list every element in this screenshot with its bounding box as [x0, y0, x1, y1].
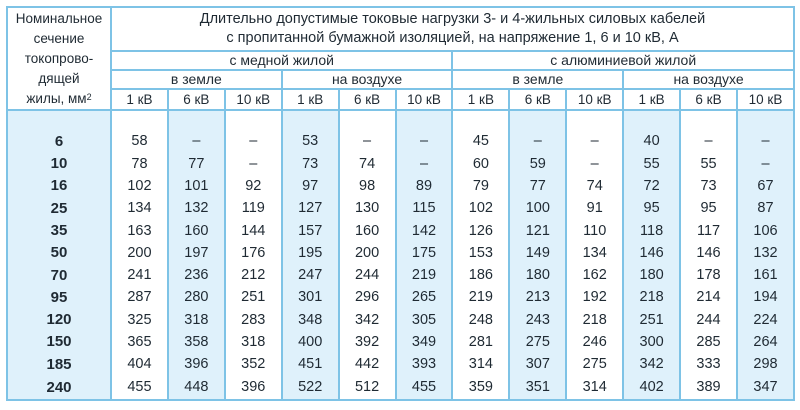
voltage-header: 1 кВ: [282, 89, 339, 110]
table-row: [7, 130, 794, 152]
current-value-cell: 314: [566, 375, 623, 400]
current-value-cell: –: [168, 130, 225, 152]
current-value-cell: 180: [623, 264, 680, 286]
current-value-cell: –: [225, 152, 282, 174]
current-value-cell: 241: [111, 264, 168, 286]
voltage-header: 6 кВ: [680, 89, 737, 110]
current-value-cell: 365: [111, 331, 168, 353]
current-value-cell: 118: [623, 219, 680, 241]
current-value-cell: 74: [339, 152, 396, 174]
row-header-line: Номинальное: [15, 10, 103, 26]
table-row: [7, 219, 794, 241]
current-value-cell: 157: [282, 219, 339, 241]
current-value-cell: 275: [566, 353, 623, 375]
current-value-cell: 342: [339, 309, 396, 331]
current-value-cell: 307: [509, 353, 566, 375]
copper-ground-header: в земле: [111, 70, 282, 89]
current-value-cell: 192: [566, 286, 623, 308]
current-value-cell: –: [737, 152, 794, 174]
current-value-cell: 285: [680, 331, 737, 353]
row-header-line: жилы, мм: [26, 90, 87, 106]
table-body: [7, 110, 794, 400]
aluminum-ground-header: в земле: [452, 70, 623, 89]
current-value-cell: 55: [680, 152, 737, 174]
current-value-cell: 358: [168, 331, 225, 353]
table-title: [111, 7, 794, 51]
current-value-cell: 194: [737, 286, 794, 308]
current-value-cell: 132: [737, 242, 794, 264]
current-value-cell: 218: [623, 286, 680, 308]
current-value-cell: 251: [623, 309, 680, 331]
current-value-cell: 97: [282, 175, 339, 197]
current-value-cell: 251: [225, 286, 282, 308]
current-value-cell: 102: [111, 175, 168, 197]
row-header-line: токопрово-: [24, 50, 94, 66]
current-value-cell: –: [566, 130, 623, 152]
current-value-cell: 243: [509, 309, 566, 331]
current-value-cell: 176: [225, 242, 282, 264]
current-value-cell: 117: [680, 219, 737, 241]
unit-superscript: 2: [86, 91, 92, 102]
current-value-cell: 153: [452, 242, 509, 264]
voltage-header: 6 кВ: [339, 89, 396, 110]
current-value-cell: 134: [566, 242, 623, 264]
current-value-cell: 247: [282, 264, 339, 286]
current-value-cell: 265: [396, 286, 453, 308]
table-row: [7, 152, 794, 174]
current-value-cell: –: [509, 130, 566, 152]
table-row: [7, 286, 794, 308]
aluminum-air-header: на воздухе: [623, 70, 794, 89]
table-row: [7, 309, 794, 331]
current-value-cell: 106: [737, 219, 794, 241]
current-value-cell: 132: [168, 197, 225, 219]
current-value-cell: 126: [452, 219, 509, 241]
current-value-cell: 67: [737, 175, 794, 197]
current-value-cell: 119: [225, 197, 282, 219]
current-value-cell: –: [225, 130, 282, 152]
current-value-cell: 455: [396, 375, 453, 400]
current-value-cell: 110: [566, 219, 623, 241]
current-value-cell: 200: [339, 242, 396, 264]
cross-section-cell: 10: [7, 152, 111, 174]
current-value-cell: 396: [225, 375, 282, 400]
current-value-cell: 162: [566, 264, 623, 286]
current-value-cell: 300: [623, 331, 680, 353]
voltage-header: 6 кВ: [168, 89, 225, 110]
current-value-cell: 95: [680, 197, 737, 219]
cross-section-cell: 35: [7, 219, 111, 241]
cross-section-cell: 70: [7, 264, 111, 286]
current-value-cell: 392: [339, 331, 396, 353]
table-row: [7, 353, 794, 375]
current-value-cell: 149: [509, 242, 566, 264]
current-value-cell: 455: [111, 375, 168, 400]
current-value-cell: 349: [396, 331, 453, 353]
current-value-cell: 53: [282, 130, 339, 152]
current-value-cell: 87: [737, 197, 794, 219]
current-value-cell: 92: [225, 175, 282, 197]
current-value-cell: 400: [282, 331, 339, 353]
current-value-cell: 163: [111, 219, 168, 241]
current-value-cell: 186: [452, 264, 509, 286]
current-value-cell: 318: [168, 309, 225, 331]
current-value-cell: 351: [509, 375, 566, 400]
table-row: [7, 375, 794, 400]
current-value-cell: 451: [282, 353, 339, 375]
current-value-cell: 102: [452, 197, 509, 219]
row-header-line: дящей: [38, 70, 80, 86]
current-value-cell: 347: [737, 375, 794, 400]
current-value-cell: 219: [452, 286, 509, 308]
current-value-cell: 218: [566, 309, 623, 331]
voltage-header: 10 кВ: [566, 89, 623, 110]
current-value-cell: 287: [111, 286, 168, 308]
current-value-cell: 246: [566, 331, 623, 353]
current-value-cell: –: [737, 130, 794, 152]
current-value-cell: 95: [623, 197, 680, 219]
current-value-cell: 72: [623, 175, 680, 197]
current-value-cell: 58: [111, 130, 168, 152]
current-value-cell: 442: [339, 353, 396, 375]
current-value-cell: 283: [225, 309, 282, 331]
current-value-cell: 178: [680, 264, 737, 286]
current-value-cell: –: [396, 130, 453, 152]
cross-section-cell: 95: [7, 286, 111, 308]
current-value-cell: 175: [396, 242, 453, 264]
current-value-cell: 224: [737, 309, 794, 331]
current-value-cell: 200: [111, 242, 168, 264]
copper-air-header: на воздухе: [282, 70, 453, 89]
current-value-cell: 352: [225, 353, 282, 375]
current-value-cell: 77: [168, 152, 225, 174]
current-value-cell: 281: [452, 331, 509, 353]
current-value-cell: 146: [680, 242, 737, 264]
current-value-cell: 197: [168, 242, 225, 264]
voltage-header: 10 кВ: [737, 89, 794, 110]
current-value-cell: 393: [396, 353, 453, 375]
current-value-cell: 142: [396, 219, 453, 241]
copper-group-header: с медной жилой: [111, 51, 452, 70]
current-value-cell: 134: [111, 197, 168, 219]
current-value-cell: 275: [509, 331, 566, 353]
table-row: [7, 331, 794, 353]
current-value-cell: 212: [225, 264, 282, 286]
current-value-cell: 296: [339, 286, 396, 308]
current-value-cell: 314: [452, 353, 509, 375]
cross-section-cell: 120: [7, 309, 111, 331]
current-value-cell: –: [566, 152, 623, 174]
current-value-cell: 264: [737, 331, 794, 353]
current-value-cell: 60: [452, 152, 509, 174]
current-value-cell: 512: [339, 375, 396, 400]
title-line-2: с пропитанной бумажной изоляцией, на напряжение 1, 6 и 10 кВ, А: [226, 30, 679, 46]
aluminum-group-header: с алюминиевой жилой: [452, 51, 794, 70]
current-value-cell: 280: [168, 286, 225, 308]
current-value-cell: 101: [168, 175, 225, 197]
current-value-cell: 214: [680, 286, 737, 308]
cross-section-cell: 25: [7, 197, 111, 219]
cross-section-cell: 240: [7, 375, 111, 400]
current-value-cell: 219: [396, 264, 453, 286]
current-value-cell: 89: [396, 175, 453, 197]
current-value-cell: 127: [282, 197, 339, 219]
current-value-cell: 144: [225, 219, 282, 241]
current-value-cell: 78: [111, 152, 168, 174]
cross-section-cell: 185: [7, 353, 111, 375]
voltage-header: 10 кВ: [396, 89, 453, 110]
row-header-line: сечение: [33, 30, 85, 46]
current-value-cell: 160: [168, 219, 225, 241]
cross-section-cell: 150: [7, 331, 111, 353]
current-value-cell: 248: [452, 309, 509, 331]
current-value-cell: 130: [339, 197, 396, 219]
current-value-cell: 342: [623, 353, 680, 375]
current-value-cell: 79: [452, 175, 509, 197]
table-row: [7, 264, 794, 286]
current-value-cell: 161: [737, 264, 794, 286]
current-value-cell: –: [396, 152, 453, 174]
current-value-cell: 236: [168, 264, 225, 286]
current-value-cell: –: [680, 130, 737, 152]
current-value-cell: 98: [339, 175, 396, 197]
current-value-cell: 298: [737, 353, 794, 375]
table-row: [7, 242, 794, 264]
current-value-cell: 305: [396, 309, 453, 331]
current-value-cell: 404: [111, 353, 168, 375]
cross-section-cell: 50: [7, 242, 111, 264]
current-value-cell: 73: [680, 175, 737, 197]
current-value-cell: 160: [339, 219, 396, 241]
current-value-cell: 522: [282, 375, 339, 400]
current-value-cell: 244: [339, 264, 396, 286]
current-value-cell: 100: [509, 197, 566, 219]
current-value-cell: 77: [509, 175, 566, 197]
voltage-header: 6 кВ: [509, 89, 566, 110]
voltage-header: 1 кВ: [111, 89, 168, 110]
current-value-cell: 59: [509, 152, 566, 174]
current-value-cell: 325: [111, 309, 168, 331]
table-row: [7, 197, 794, 219]
voltage-header: 10 кВ: [225, 89, 282, 110]
current-value-cell: 389: [680, 375, 737, 400]
current-value-cell: 74: [566, 175, 623, 197]
current-value-cell: 359: [452, 375, 509, 400]
cross-section-cell: 16: [7, 175, 111, 197]
current-value-cell: 115: [396, 197, 453, 219]
current-value-cell: 180: [509, 264, 566, 286]
current-value-cell: 402: [623, 375, 680, 400]
current-value-cell: 55: [623, 152, 680, 174]
current-value-cell: 45: [452, 130, 509, 152]
spacer-row: [7, 110, 794, 130]
cross-section-cell: 6: [7, 130, 111, 152]
current-value-cell: 244: [680, 309, 737, 331]
current-value-cell: 333: [680, 353, 737, 375]
current-value-cell: 396: [168, 353, 225, 375]
current-value-cell: 213: [509, 286, 566, 308]
voltage-header: 1 кВ: [623, 89, 680, 110]
current-value-cell: –: [339, 130, 396, 152]
current-value-cell: 121: [509, 219, 566, 241]
table-row: [7, 175, 794, 197]
current-value-cell: 318: [225, 331, 282, 353]
current-value-cell: 301: [282, 286, 339, 308]
title-line-1: Длительно допустимые токовые нагрузки 3- и 4-жильных силовых кабелей: [199, 11, 706, 27]
current-value-cell: 195: [282, 242, 339, 264]
current-value-cell: 146: [623, 242, 680, 264]
current-value-cell: 448: [168, 375, 225, 400]
current-value-cell: 40: [623, 130, 680, 152]
voltage-header: 1 кВ: [452, 89, 509, 110]
cross-section-header: [7, 7, 111, 110]
current-value-cell: 91: [566, 197, 623, 219]
current-ratings-table: [6, 6, 795, 401]
current-value-cell: 73: [282, 152, 339, 174]
current-value-cell: 348: [282, 309, 339, 331]
